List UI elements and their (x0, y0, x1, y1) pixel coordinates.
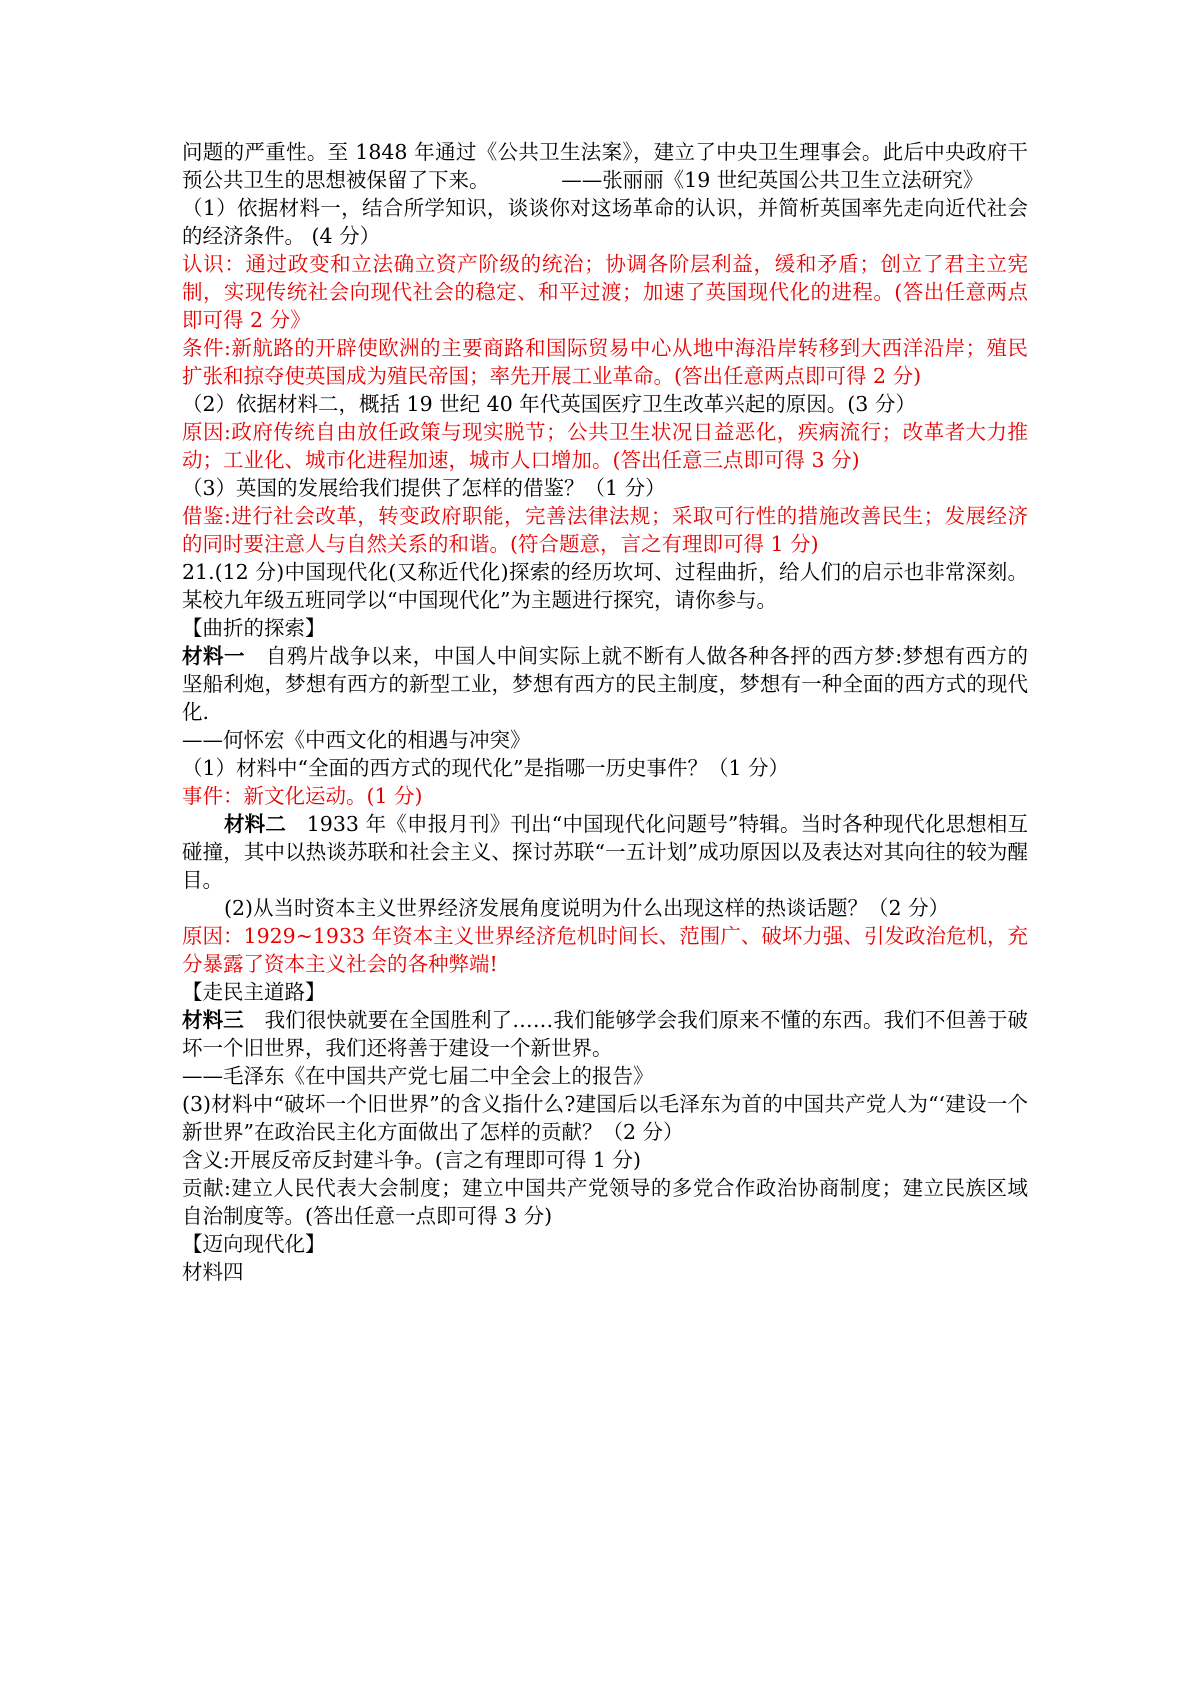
material-label: 材料二 (224, 812, 287, 836)
answer-2: 原因:政府传统自由放任政策与现实脱节；公共卫生状况日益恶化，疾病流行；改革者大力推动；工业化、城市化进程加速，城市人口增加。(答出任意三点即可得 3 分) (182, 420, 1028, 472)
question-21-3: (3)材料中“破坏一个旧世界”的含义指什么?建国后以毛泽东为首的中国共产党人为“‘建设一个新世界”在政治民主化方面做出了怎样的贡献？（2 分） (182, 1092, 1028, 1144)
material-text: 自鸦片战争以来，中国人中间实际上就不断有人做各种各抨的西方梦:梦想有西方的坚船利炮，梦想有西方的新型工业，梦想有西方的民主制度，梦想有一种全面的西方式的现代化. (182, 644, 1029, 724)
source-citation: ——张丽丽《19 世纪英国公共卫生立法研究》 (561, 168, 984, 192)
question-1: （1）依据材料一，结合所学知识，谈谈你对这场革命的认识，并简析英国率先走向近代社会的经济条件。 (4 分） (182, 196, 1028, 248)
answer-21-2: 原因：1929~1933 年资本主义世界经济危机时间长、范围广、破坏力强、引发政治危机，充分暴露了资本主义社会的各种弊端! (182, 924, 1028, 976)
material-one-source: ——何怀宏《中西文化的相遇与冲突》 (182, 728, 531, 752)
material-text: 我们很快就要在全国胜利了……我们能够学会我们原来不懂的东西。我们不但善于破坏一个旧世界，我们还将善于建设一个新世界。 (182, 1008, 1029, 1060)
paragraph-text: 问题的严重性。至 1848 年通过《公共卫生法案》，建立了中央卫生理事会。此后中央政府干预公共卫生的思想被保留了下来。 (182, 140, 1028, 192)
question-3: （3）英国的发展给我们提供了怎样的借鉴？（1 分） (182, 476, 666, 500)
section-heading-exploration: 【曲折的探索】 (182, 616, 326, 640)
material-label: 材料一 (182, 644, 245, 668)
answer-1-recognition: 认识：通过政变和立法确立资产阶级的统治；协调各阶层利益，缓和矛盾；创立了君主立宪制，实现传统社会向现代社会的稳定、和平过渡；加速了英国现代化的进程。(答出任意两点即可得 2 分》 (182, 252, 1028, 332)
material-three (182, 1006, 1028, 1062)
material-two (182, 810, 1028, 894)
answer-21-3-meaning: 含义:开展反帝反封建斗争。(言之有理即可得 1 分) (182, 1148, 641, 1172)
material-two-continuation (182, 138, 1028, 194)
answer-3: 借鉴:进行社会改革，转变政府职能，完善法律法规；采取可行性的措施改善民生；发展经济的同时要注意人与自然关系的和谐。(符合题意，言之有理即可得 1 分) (182, 504, 1028, 556)
question-21-intro: 21.(12 分)中国现代化(又称近代化)探索的经历坎坷、过程曲折，给人们的启示也非常深刻。某校九年级五班同学以“中国现代化”为主题进行探究，请你参与。 (182, 560, 1028, 612)
question-2: （2）依据材料二，概括 19 世纪 40 年代英国医疗卫生改革兴起的原因。(3 分） (182, 392, 916, 416)
material-three-source: ——毛泽东《在中国共产党七届二中全会上的报告》 (182, 1064, 654, 1088)
section-heading-democracy: 【走民主道路】 (182, 980, 326, 1004)
material-text: 1933 年《申报月刊》刊出“中国现代化问题号”特辑。当时各种现代化思想相互碰撞，其中以热谈苏联和社会主义、探讨苏联“一五计划”成功原因以及表达对其向往的较为醒目。 (182, 812, 1028, 892)
answer-21-1: 事件：新文化运动。(1 分) (182, 784, 423, 808)
question-21-2: (2)从当时资本主义世界经济发展角度说明为什么出现这样的热谈话题？（2 分） (224, 896, 950, 920)
material-one (182, 642, 1028, 726)
question-21-1: （1）材料中“全面的西方式的现代化”是指哪一历史事件？（1 分） (182, 756, 790, 780)
answer-1-conditions: 条件:新航路的开辟使欧洲的主要商路和国际贸易中心从地中海沿岸转移到大西洋沿岸；殖民扩张和掠夺使英国成为殖民帝国；率先开展工业革命。(答出任意两点即可得 2 分) (182, 336, 1028, 388)
material-four-label: 材料四 (182, 1260, 244, 1284)
material-label: 材料三 (182, 1008, 244, 1032)
answer-21-3-contribution: 贡献:建立人民代表大会制度；建立中国共产党领导的多党合作政治协商制度；建立民族区域自治制度等。(答出任意一点即可得 3 分) (182, 1176, 1028, 1228)
section-heading-modernization: 【迈向现代化】 (182, 1232, 326, 1256)
document-page (182, 138, 1028, 1286)
